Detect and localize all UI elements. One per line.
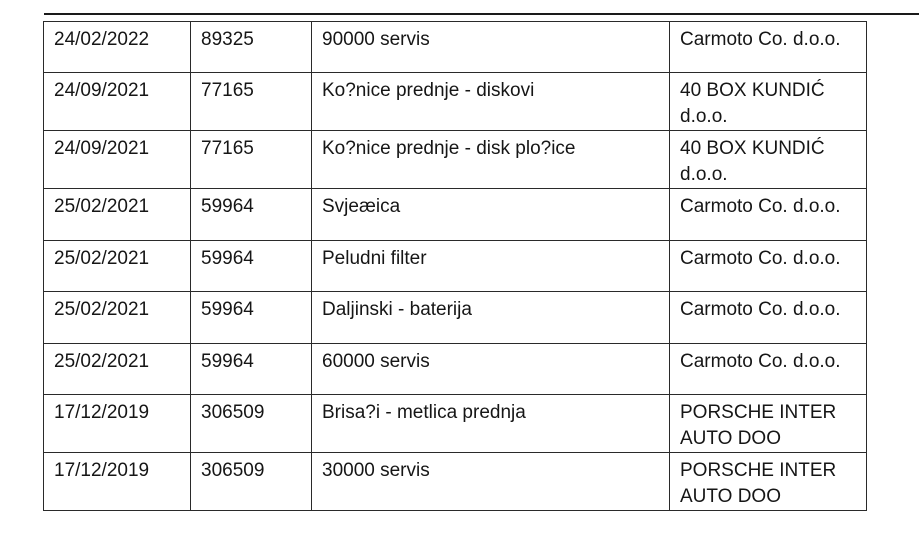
number-cell: 59964 — [191, 189, 312, 241]
date-cell: 17/12/2019 — [44, 395, 191, 453]
vendor-cell: PORSCHE INTER AUTO DOO — [670, 395, 867, 453]
vendor-cell: 40 BOX KUNDIĆ d.o.o. — [670, 73, 867, 131]
date-cell: 25/02/2021 — [44, 189, 191, 241]
number-cell: 306509 — [191, 395, 312, 453]
number-cell: 59964 — [191, 344, 312, 395]
description-cell: Svjeæica — [312, 189, 670, 241]
number-cell: 306509 — [191, 453, 312, 511]
table-row — [44, 73, 867, 131]
table-row — [44, 22, 867, 73]
description-cell: Ko?nice prednje - disk plo?ice — [312, 131, 670, 189]
vendor-cell: Carmoto Co. d.o.o. — [670, 241, 867, 292]
number-cell: 89325 — [191, 22, 312, 73]
description-cell: Daljinski - baterija — [312, 292, 670, 344]
date-cell: 24/09/2021 — [44, 131, 191, 189]
description-cell: 60000 servis — [312, 344, 670, 395]
description-cell: Brisa?i - metlica prednja — [312, 395, 670, 453]
table-row — [44, 395, 867, 453]
vendor-cell: Carmoto Co. d.o.o. — [670, 292, 867, 344]
vendor-cell: Carmoto Co. d.o.o. — [670, 22, 867, 73]
table-row — [44, 241, 867, 292]
vendor-cell: PORSCHE INTER AUTO DOO — [670, 453, 867, 511]
description-cell: Peludni filter — [312, 241, 670, 292]
table-row — [44, 292, 867, 344]
date-cell: 25/02/2021 — [44, 292, 191, 344]
description-cell: 90000 servis — [312, 22, 670, 73]
description-cell: 30000 servis — [312, 453, 670, 511]
date-cell: 24/02/2022 — [44, 22, 191, 73]
table-row — [44, 344, 867, 395]
table-row — [44, 131, 867, 189]
number-cell: 77165 — [191, 131, 312, 189]
vendor-cell: 40 BOX KUNDIĆ d.o.o. — [670, 131, 867, 189]
vendor-cell: Carmoto Co. d.o.o. — [670, 344, 867, 395]
date-cell: 25/02/2021 — [44, 344, 191, 395]
top-rule — [44, 13, 919, 15]
number-cell: 77165 — [191, 73, 312, 131]
date-cell: 17/12/2019 — [44, 453, 191, 511]
date-cell: 24/09/2021 — [44, 73, 191, 131]
number-cell: 59964 — [191, 241, 312, 292]
number-cell: 59964 — [191, 292, 312, 344]
table-row — [44, 189, 867, 241]
service-history-table — [43, 21, 867, 511]
description-cell: Ko?nice prednje - diskovi — [312, 73, 670, 131]
vendor-cell: Carmoto Co. d.o.o. — [670, 189, 867, 241]
date-cell: 25/02/2021 — [44, 241, 191, 292]
table-row — [44, 453, 867, 511]
